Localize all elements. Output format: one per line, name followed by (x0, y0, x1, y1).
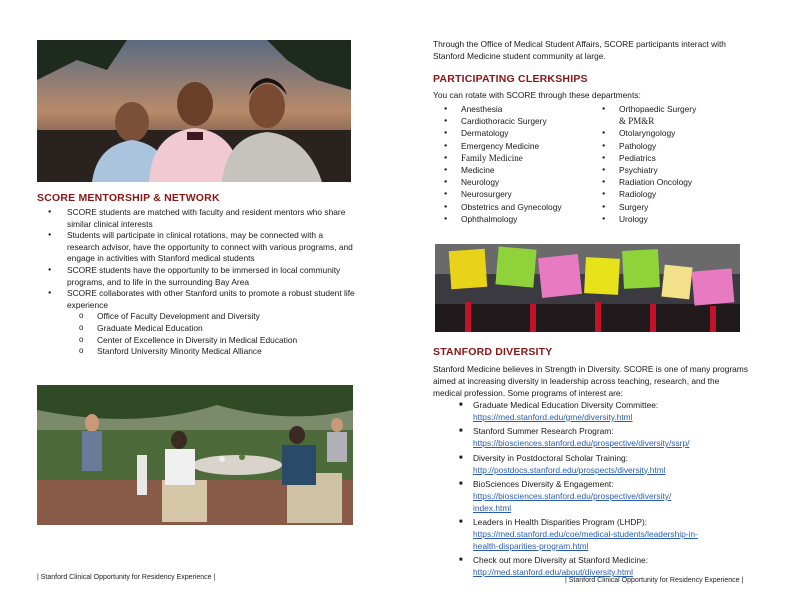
list-item: ● Radiology (591, 188, 751, 200)
program-link[interactable]: https://biosciences.stanford.edu/prospective/diversity/ (473, 490, 672, 501)
program-link-cont[interactable]: health-disparities-program.html (473, 540, 589, 551)
clerkships-col1 (433, 103, 603, 225)
list-item: ● Family Medicine (433, 152, 603, 164)
mentorship-list (37, 207, 357, 358)
program-name: Leaders in Health Disparities Program (LHDP): (473, 517, 648, 528)
diversity-intro: Stanford Medicine believes in Strength in Diversity. SCORE is one of many programs aimed at increasing diversity in leadership across teaching, research, and the medical profession. Some programs of interest are: (433, 364, 748, 398)
list-item: ● Radiation Oncology (591, 176, 751, 188)
program-name: Graduate Medical Education Diversity Committee: (473, 400, 659, 410)
list-item: ● Neurosurgery (433, 188, 603, 200)
list-item (37, 288, 357, 358)
list-item: ● Otolaryngology (591, 127, 751, 139)
list-item (591, 103, 751, 127)
list-item: ● SCORE students have the opportunity to be immersed in local community programs, and to life in the surrounding Bay Area (37, 265, 357, 288)
list-item: ● Students will participate in clinical rotations, may be connected with a research advisor, have the opportunity to connect with various programs, and engage in activities with Stanford medical students (37, 230, 357, 265)
program-link-cont[interactable]: index.html (473, 502, 512, 513)
list-item (433, 479, 753, 514)
list-item-text-cont: & PM&R (619, 116, 655, 127)
list-item-text: Orthopaedic Surgery (619, 104, 697, 114)
list-item: ● Cardiothoracic Surgery (433, 115, 603, 127)
list-item (433, 517, 753, 552)
list-item: ● Psychiatry (591, 164, 751, 176)
list-item: ● Pathology (591, 140, 751, 152)
list-item (433, 453, 753, 476)
program-link[interactable]: https://biosciences.stanford.edu/prospective/diversity/ssrp/ (473, 438, 690, 449)
outdoor-dinner-photo (37, 385, 353, 525)
list-item: o Stanford University Minority Medical Alliance (37, 346, 357, 358)
list-item (433, 555, 753, 578)
list-item: ● Dermatology (433, 127, 603, 139)
program-name: Check out more Diversity at Stanford Medicine: (473, 555, 649, 566)
list-item: ● SCORE students are matched with faculty and resident mentors who share similar clinical interests (37, 207, 357, 230)
list-item: ● Emergency Medicine (433, 140, 603, 152)
list-item: ● Surgery (591, 201, 751, 213)
partner-units-list (67, 311, 357, 357)
list-item (433, 426, 753, 449)
list-item: ● Ophthalmology (433, 213, 603, 225)
list-item-text: SCORE collaborates with other Stanford units to promote a robust student life experience (67, 288, 355, 310)
clerkships-heading: PARTICIPATING CLERKSHIPS (433, 73, 588, 85)
right-footer: | Stanford Clinical Opportunity for Residency Experience | (565, 577, 744, 584)
list-item: ● Urology (591, 213, 751, 225)
list-item: ● Neurology (433, 176, 603, 188)
diversity-programs-list (433, 400, 753, 582)
mentorship-heading: SCORE MENTORSHIP & NETWORK (37, 192, 220, 204)
program-link[interactable]: https://med.stanford.edu/coe/medical-students/leadership-in- (473, 529, 698, 540)
diversity-heading: STANFORD DIVERSITY (433, 346, 553, 358)
program-link[interactable]: http://med.stanford.edu/about/diversity.html (473, 567, 633, 578)
list-item: ● Anesthesia (433, 103, 603, 115)
program-name: Diversity in Postdoctoral Scholar Training: (473, 452, 629, 463)
program-name: Stanford Summer Research Program: (473, 426, 614, 437)
clerkships-intro: You can rotate with SCORE through these departments: (433, 90, 641, 100)
program-link[interactable]: https://med.stanford.edu/gme/diversity.html (473, 411, 633, 422)
three-people-photo (37, 40, 351, 182)
program-link[interactable]: http://postdocs.stanford.edu/prospects/diversity.html (473, 464, 666, 475)
list-item (433, 400, 753, 423)
familia-banner-photo (435, 244, 740, 332)
list-item: ● Medicine (433, 164, 603, 176)
list-item: o Graduate Medical Education (37, 323, 357, 335)
affairs-intro: Through the Office of Medical Student Affairs, SCORE participants interact with Stanford Medicine student community at large. (433, 39, 726, 61)
left-footer: | Stanford Clinical Opportunity for Residency Experience | (37, 574, 216, 581)
program-name: BioSciences Diversity & Engagement: (473, 479, 614, 490)
list-item: o Office of Faculty Development and Diversity (37, 311, 357, 323)
clerkships-col2 (591, 103, 751, 225)
list-item: ● Obstetrics and Gynecology (433, 201, 603, 213)
list-item: o Center of Excellence in Diversity in Medical Education (37, 335, 357, 347)
list-item: ● Pediatrics (591, 152, 751, 164)
